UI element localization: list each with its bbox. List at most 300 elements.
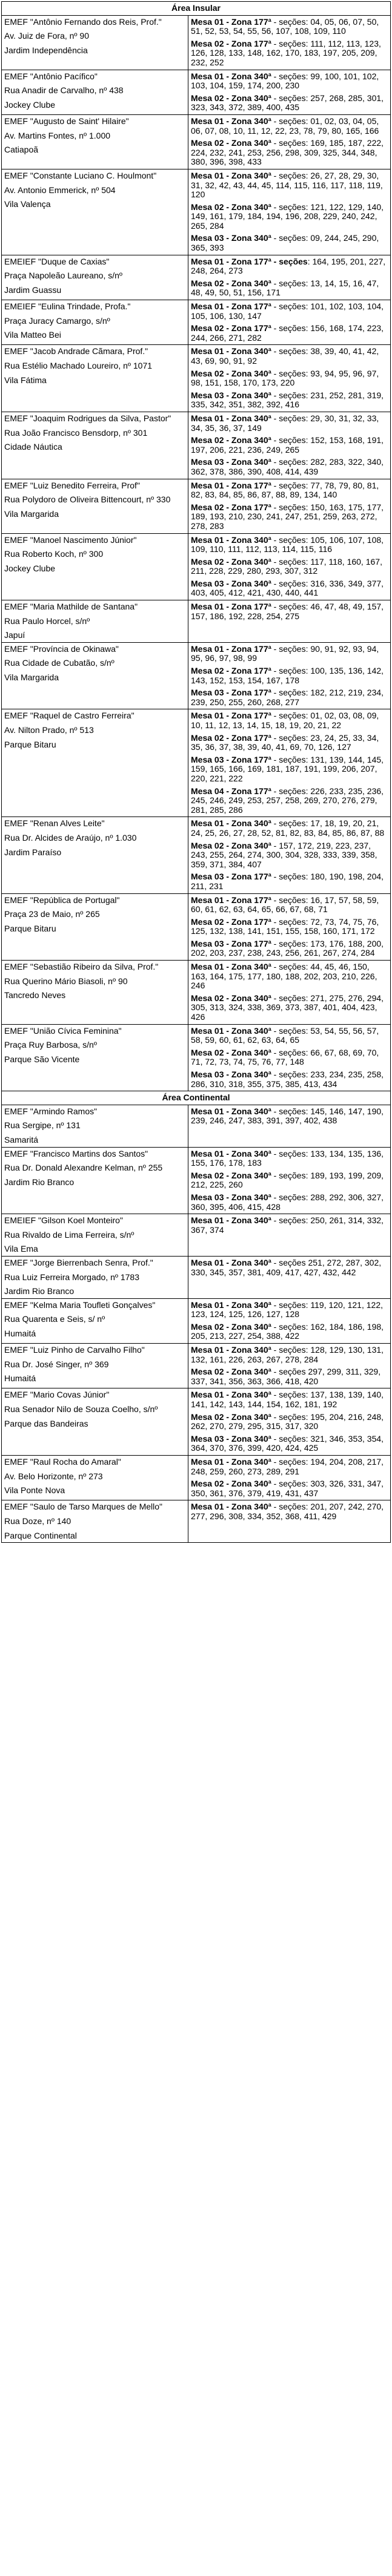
mesa-label: Mesa 02 - Zona 177ª: [191, 502, 271, 512]
school-name: EMEF "Renan Alves Leite": [4, 818, 105, 829]
school-address: Rua Rivaldo de Lima Ferreira, s/nº: [4, 1229, 135, 1240]
mesa-entry: [191, 39, 388, 68]
school-cell: [2, 1105, 188, 1147]
mesas-cell: [188, 169, 391, 255]
mesa-entry: [191, 1171, 388, 1190]
mesa-entry: [191, 1367, 388, 1386]
school-cell: [2, 1388, 188, 1456]
mesa-sections: - seções: 162, 184, 186, 198, 205, 213, 227, 254, 388, 422: [191, 1321, 384, 1341]
mesa-label: Mesa 01 - Zona 340ª: [191, 413, 271, 423]
school-cell: [2, 709, 188, 817]
school-name: EMEIEF "Eulina Trindade, Profa.": [4, 301, 131, 312]
mesa-sections: - seções: 131, 139, 144, 145, 159, 165, 166, 169, 181, 187, 191, 199, 206, 207, 220, 221, 222: [191, 754, 384, 783]
mesa-sections: - seções: 66, 67, 68, 69, 70, 71, 72, 73, 74, 75, 76, 77, 148: [191, 1047, 379, 1067]
mesa-label: Mesa 02 - Zona 340ª: [191, 1047, 271, 1057]
mesa-entry: [191, 536, 388, 554]
school-neighborhood: Cidade Náutica: [4, 442, 62, 452]
mesa-sections: - seções: 150, 163, 175, 177, 189, 193, 210, 230, 241, 247, 251, 259, 263, 272, 278, 283: [191, 502, 384, 531]
schedule-wrapper: [1, 1, 390, 1543]
mesas-cell: [188, 709, 391, 817]
mesa-sections: - seções: 16, 17, 57, 58, 59, 60, 61, 62, 63, 64, 65, 66, 67, 68, 71: [191, 895, 379, 915]
mesa-label: Mesa 02 - Zona 340ª: [191, 1321, 271, 1332]
mesa-entry: [191, 602, 388, 621]
mesa-sections: - seções: 77, 78, 79, 80, 81, 82, 83, 84, 85, 86, 87, 88, 89, 134, 140: [191, 480, 379, 500]
school-address: Av. Juiz de Fora, nº 90: [4, 31, 89, 41]
school-neighborhood: Vila Matteo Bei: [4, 330, 61, 340]
mesa-label: Mesa 01 - Zona 340ª: [191, 346, 271, 356]
school-name: EMEF "Jacob Andrade Cãmara, Prof.": [4, 346, 148, 356]
school-row: [2, 1456, 391, 1500]
mesa-label: Mesa 01 - Zona 340ª: [191, 1215, 271, 1226]
mesa-label: Mesa 02 - Zona 340ª: [191, 435, 271, 445]
mesa-label: Mesa 03 - Zona 177ª: [191, 938, 271, 948]
school-cell: [2, 1456, 188, 1500]
mesa-sections: - seções: 26, 27, 28, 29, 30, 31, 32, 42, 43, 44, 45, 114, 115, 116, 117, 118, 119, 120: [191, 170, 383, 200]
mesa-sections: - seções: 23, 24, 25, 33, 34, 35, 36, 37, 38, 39, 40, 41, 69, 70, 126, 127: [191, 732, 379, 752]
mesa-label: Mesa 02 - Zona 340ª: [191, 1479, 271, 1489]
mesas-cell: [188, 1147, 391, 1214]
mesa-label: Mesa 01 - Zona 177ª: [191, 16, 271, 27]
school-address: Rua Luiz Ferreira Morgado, nº 1783: [4, 1272, 140, 1282]
school-address: Rua João Francisco Bensdorp, nº 301: [4, 427, 148, 438]
mesa-sections: - 157, 172, 219, 223, 237, 243, 255, 264, 274, 300, 304, 328, 333, 339, 358, 359, 371, 384, 407: [191, 840, 377, 869]
mesa-sections: - seções: 17, 18, 19, 20, 21, 24, 25, 26, 27, 28, 52, 81, 82, 83, 84, 85, 86, 87, 88: [191, 818, 385, 838]
school-name: EMEF "Antônio Fernando dos Reis, Prof.": [4, 16, 162, 27]
school-name: EMEF "Armindo Ramos": [4, 1106, 98, 1116]
school-neighborhood: Vila Valença: [4, 199, 51, 209]
school-address: Rua Sergipe, nº 131: [4, 1120, 81, 1131]
mesa-sections: - seções: 99, 100, 101, 102, 103, 104, 159, 174, 200, 230: [191, 71, 379, 91]
mesas-cell: [188, 1214, 391, 1257]
school-row: [2, 1256, 391, 1298]
school-address: Rua Senador Nilo de Souza Coelho, s/nº: [4, 1404, 158, 1414]
school-name: EMEF "Francisco Martins dos Santos": [4, 1148, 148, 1158]
mesa-label: Mesa 02 - Zona 340ª: [191, 840, 271, 850]
school-neighborhood: Jardim Guassu: [4, 284, 62, 295]
mesas-cell: [188, 533, 391, 600]
school-name: EMEF "União Cívica Feminina": [4, 1025, 122, 1036]
school-row: [2, 893, 391, 961]
school-row: [2, 114, 391, 169]
mesa-label: Mesa 01 - Zona 340ª: [191, 1502, 271, 1512]
school-cell: [2, 169, 188, 255]
section-title: Área Continental: [2, 1091, 391, 1105]
mesa-sections: - seções: 257, 268, 285, 301, 323, 343, 372, 389, 400, 435: [191, 93, 384, 113]
school-row: [2, 15, 391, 70]
mesa-entry: [191, 203, 388, 231]
mesa-sections: - seções: 226, 233, 235, 236, 245, 246, 249, 253, 257, 258, 269, 270, 276, 279, 281, 285, 286: [191, 786, 384, 815]
mesa-entry: [191, 139, 388, 167]
mesa-sections: - seções: 101, 102, 103, 104, 105, 106, 130, 147: [191, 301, 384, 321]
mesa-sections: - seções: 231, 252, 281, 319, 335, 342, 351, 382, 392, 416: [191, 390, 384, 410]
school-row: [2, 1214, 391, 1257]
school-neighborhood: Jardim Paraíso: [4, 847, 62, 857]
school-cell: [2, 412, 188, 479]
mesa-label: Mesa 01 - Zona 340ª: [191, 962, 271, 972]
mesa-label: Mesa 01 - Zona 177ª: [191, 895, 271, 905]
school-name: EMEF "Kelma Maria Toufleti Gonçalves": [4, 1300, 156, 1310]
mesa-entry: [191, 279, 388, 298]
school-name: EMEF "Sebastião Ribeiro da Silva, Prof.": [4, 962, 159, 972]
mesa-entry: [191, 117, 388, 136]
mesa-sections: - seções: 145, 146, 147, 190, 239, 246, 247, 383, 391, 397, 402, 438: [191, 1106, 384, 1126]
school-neighborhood: Jockey Clube: [4, 563, 56, 573]
mesa-entry: [191, 896, 388, 915]
school-cell: [2, 533, 188, 600]
school-address: Rua Roberto Koch, nº 300: [4, 549, 104, 559]
mesa-entry: [191, 1258, 388, 1277]
mesa-entry: [191, 1107, 388, 1126]
mesa-sections: - seções: 152, 153, 168, 191, 197, 206, 221, 236, 249, 265: [191, 435, 384, 455]
school-neighborhood: Vila Ema: [4, 1244, 38, 1254]
mesa-label: Mesa 02 - Zona 340ª: [191, 1411, 271, 1422]
mesa-entry: [191, 994, 388, 1022]
mesa-entry: [191, 841, 388, 870]
school-neighborhood: Humaitá: [4, 1373, 36, 1384]
school-neighborhood: Parque São Vicente: [4, 1054, 80, 1064]
mesa-label: Mesa 04 - Zona 177ª: [191, 786, 271, 796]
mesa-label: Mesa 01 - Zona 340ª: [191, 1106, 271, 1116]
mesa-label: Mesa 01 - Zona 340ª: [191, 534, 271, 545]
school-address: Rua Dr. José Singer, nº 369: [4, 1359, 109, 1369]
mesas-cell: [188, 1344, 391, 1388]
mesa-entry: [191, 72, 388, 91]
mesa-entry: [191, 1479, 388, 1498]
school-address: Praça 23 de Maio, nº 265: [4, 909, 100, 919]
mesa-label: Mesa 03 - Zona 340ª: [191, 1070, 271, 1079]
school-name: EMEF "Manoel Nascimento Júnior": [4, 534, 137, 545]
school-neighborhood: Vila Fátima: [4, 375, 47, 385]
mesa-label: Mesa 01 - Zona 177ª - seções: [191, 256, 308, 266]
mesa-entry: [191, 755, 388, 784]
mesa-sections: - seções 251, 272, 287, 302, 330, 345, 357, 381, 409, 417, 427, 432, 442: [191, 1257, 382, 1277]
mesa-sections: - seções: 93, 94, 95, 96, 97, 98, 151, 158, 170, 173, 220: [191, 368, 379, 388]
mesa-entry: [191, 1434, 388, 1453]
school-row: [2, 1344, 391, 1388]
mesa-label: Mesa 02 - Zona 340ª: [191, 202, 271, 212]
mesa-label: Mesa 01 - Zona 177ª: [191, 480, 271, 490]
mesa-entry: [191, 688, 388, 707]
mesa-label: Mesa 02 - Zona 340ª: [191, 556, 271, 567]
school-neighborhood: Parque Bitaru: [4, 739, 56, 749]
mesa-label: Mesa 02 - Zona 340ª: [191, 368, 271, 378]
mesa-label: Mesa 03 - Zona 177ª: [191, 754, 271, 764]
mesas-cell: [188, 255, 391, 300]
mesa-sections: - seções: 271, 275, 276, 294, 305, 313, 324, 338, 369, 373, 387, 401, 404, 423, 426: [191, 993, 384, 1022]
school-row: [2, 412, 391, 479]
mesa-sections: - seções: 250, 261, 314, 332, 367, 374: [191, 1215, 384, 1235]
mesa-label: Mesa 03 - Zona 340ª: [191, 457, 271, 467]
mesa-label: Mesa 01 - Zona 340ª: [191, 1345, 271, 1355]
mesa-entry: [191, 257, 388, 276]
mesa-sections: - seções: 233, 234, 235, 258, 286, 310, 318, 355, 375, 385, 413, 434: [191, 1070, 384, 1089]
school-address: Rua Quarenta e Seis, s/ nº: [4, 1314, 105, 1324]
mesa-entry: [191, 557, 388, 576]
mesa-sections: - seções: 29, 30, 31, 32, 33, 34, 35, 36, 37, 149: [191, 413, 379, 433]
mesa-label: Mesa 01 - Zona 340ª: [191, 1257, 271, 1267]
mesa-entry: [191, 962, 388, 991]
mesas-cell: [188, 15, 391, 70]
school-neighborhood: Parque Bitaru: [4, 923, 56, 933]
school-row: [2, 300, 391, 345]
mesa-sections: - seções: 09, 244, 245, 290, 365, 393: [191, 233, 379, 253]
mesa-label: Mesa 03 - Zona 340ª: [191, 233, 271, 243]
school-cell: [2, 1024, 188, 1091]
school-cell: [2, 961, 188, 1025]
school-cell: [2, 1214, 188, 1257]
mesa-sections: - seções: 105, 106, 107, 108, 109, 110, 111, 112, 113, 114, 115, 116: [191, 534, 384, 554]
mesa-label: Mesa 02 - Zona 177ª: [191, 38, 271, 48]
mesa-sections: : 164, 195, 201, 227, 248, 264, 273: [191, 256, 386, 276]
school-name: EMEF "Província de Okinawa": [4, 643, 119, 654]
school-name: EMEF "Raul Rocha do Amaral": [4, 1457, 121, 1467]
mesa-label: Mesa 02 - Zona 177ª: [191, 732, 271, 743]
mesas-cell: [188, 70, 391, 114]
school-row: [2, 345, 391, 412]
school-neighborhood: Jardim Rio Branco: [4, 1177, 75, 1187]
mesa-sections: - seções: 38, 39, 40, 41, 42, 43, 69, 90, 91, 92: [191, 346, 379, 366]
mesas-cell: [188, 479, 391, 533]
mesa-label: Mesa 02 - Zona 340ª: [191, 93, 271, 103]
mesa-entry: [191, 645, 388, 663]
mesa-entry: [191, 369, 388, 388]
mesas-cell: [188, 1500, 391, 1543]
mesa-entry: [191, 819, 388, 838]
school-address: Praça Napoleão Laureano, s/nº: [4, 271, 123, 281]
school-cell: [2, 600, 188, 643]
mesas-cell: [188, 114, 391, 169]
school-neighborhood: Vila Margarida: [4, 508, 59, 519]
mesa-entry: [191, 1413, 388, 1431]
mesa-label: Mesa 02 - Zona 340ª: [191, 278, 271, 288]
mesa-label: Mesa 01 - Zona 177ª: [191, 711, 271, 721]
school-row: [2, 169, 391, 255]
mesa-sections: - seções: 303, 326, 331, 347, 350, 361, 376, 379, 419, 431, 437: [191, 1479, 384, 1498]
mesa-entry: [191, 1346, 388, 1364]
school-cell: [2, 70, 188, 114]
mesa-entry: [191, 458, 388, 476]
mesa-entry: [191, 734, 388, 752]
mesa-entry: [191, 1048, 388, 1067]
mesa-entry: [191, 324, 388, 343]
mesa-sections: - seções: 321, 346, 353, 354, 364, 370, 376, 399, 420, 424, 425: [191, 1433, 384, 1453]
mesa-label: Mesa 01 - Zona 340ª: [191, 170, 271, 180]
mesas-cell: [188, 1456, 391, 1500]
mesa-label: Mesa 02 - Zona 177ª: [191, 916, 271, 927]
mesa-entry: [191, 1502, 388, 1521]
mesa-sections: - seções: 111, 112, 113, 123, 126, 128, 133, 148, 162, 170, 183, 197, 205, 209, 232, 252: [191, 38, 381, 67]
mesa-sections: - seções: 194, 204, 208, 217, 248, 259, 260, 273, 289, 291: [191, 1457, 384, 1476]
school-cell: [2, 300, 188, 345]
mesa-sections: - seções: 316, 336, 349, 377, 403, 405, 412, 421, 430, 440, 441: [191, 578, 384, 598]
mesa-label: Mesa 01 - Zona 177ª: [191, 643, 271, 654]
mesa-label: Mesa 03 - Zona 340ª: [191, 390, 271, 400]
school-neighborhood: Jockey Clube: [4, 99, 56, 110]
mesa-label: Mesa 03 - Zona 340ª: [191, 1192, 271, 1202]
mesa-entry: [191, 1216, 388, 1235]
mesas-cell: [188, 412, 391, 479]
mesa-entry: [191, 234, 388, 252]
mesa-entry: [191, 918, 388, 936]
mesa-sections: - seções: 01, 02, 03, 04, 05, 06, 07, 08, 10, 11, 12, 22, 23, 78, 79, 80, 165, 166: [191, 116, 379, 136]
school-address: Rua Querino Mário Biasoli, nº 90: [4, 976, 128, 986]
school-row: [2, 255, 391, 300]
mesa-entry: [191, 1149, 388, 1168]
school-address: Av. Martins Fontes, nº 1.000: [4, 130, 111, 140]
school-neighborhood: Humaitá: [4, 1328, 36, 1338]
school-neighborhood: Japuí: [4, 630, 25, 640]
mesa-entry: [191, 939, 388, 958]
mesa-entry: [191, 711, 388, 730]
mesa-entry: [191, 1390, 388, 1409]
mesa-entry: [191, 579, 388, 598]
school-name: EMEIEF "Gilson Koel Monteiro": [4, 1215, 123, 1226]
school-neighborhood: Parque das Bandeiras: [4, 1418, 88, 1428]
mesa-label: Mesa 02 - Zona 340ª: [191, 138, 271, 148]
mesa-label: Mesa 03 - Zona 177ª: [191, 872, 271, 882]
mesas-cell: [188, 893, 391, 961]
school-cell: [2, 1256, 188, 1298]
school-neighborhood: Tancredo Neves: [4, 990, 66, 1000]
school-address: Rua Cidade de Cubatão, s/nº: [4, 658, 115, 668]
school-row: [2, 479, 391, 533]
mesa-entry: [191, 1193, 388, 1212]
mesas-cell: [188, 817, 391, 893]
school-name: EMEF "Saulo de Tarso Marques de Mello": [4, 1502, 163, 1512]
mesas-cell: [188, 1256, 391, 1298]
school-row: [2, 1147, 391, 1214]
mesa-sections: - seções: 44, 45, 46, 150, 163, 164, 175, 177, 180, 188, 202, 203, 210, 226, 246: [191, 962, 377, 991]
mesas-cell: [188, 1298, 391, 1343]
mesa-entry: [191, 1457, 388, 1476]
mesa-sections: - seções: 128, 129, 130, 131, 132, 161, 226, 263, 267, 278, 284: [191, 1345, 384, 1364]
mesa-sections: - seções: 46, 47, 48, 49, 157, 157, 186, 192, 228, 254, 275: [191, 602, 384, 621]
mesa-sections: - seções: 01, 02, 03, 08, 09, 10, 11, 12, 13, 14, 15, 18, 19, 20, 21, 22: [191, 711, 379, 730]
mesas-cell: [188, 1388, 391, 1456]
school-row: [2, 1500, 391, 1543]
mesa-label: Mesa 03 - Zona 340ª: [191, 1433, 271, 1444]
section-header-row: [2, 2, 391, 16]
mesa-entry: [191, 302, 388, 321]
school-address: Rua Dr. Donald Alexandre Kelman, nº 255: [4, 1163, 163, 1173]
mesas-cell: [188, 345, 391, 412]
mesa-sections: - seções: 201, 207, 242, 270, 277, 296, 308, 334, 352, 368, 411, 429: [191, 1502, 384, 1521]
section-title: Área Insular: [2, 2, 391, 16]
mesa-label: Mesa 01 - Zona 340ª: [191, 1148, 271, 1158]
school-row: [2, 1298, 391, 1343]
mesa-label: Mesa 01 - Zona 340ª: [191, 71, 271, 81]
school-cell: [2, 893, 188, 961]
school-cell: [2, 479, 188, 533]
school-row: [2, 961, 391, 1025]
mesa-label: Mesa 02 - Zona 177ª: [191, 323, 271, 334]
mesa-label: Mesa 01 - Zona 340ª: [191, 1300, 271, 1310]
mesa-sections: - seções: 180, 190, 198, 204, 211, 231: [191, 872, 384, 891]
mesa-sections: - seções: 156, 168, 174, 223, 244, 266, 271, 282: [191, 323, 384, 343]
school-cell: [2, 15, 188, 70]
mesa-label: Mesa 02 - Zona 177ª: [191, 666, 271, 676]
mesa-label: Mesa 01 - Zona 340ª: [191, 1025, 271, 1036]
mesa-entry: [191, 503, 388, 531]
school-name: EMEF "Luiz Pinho de Carvalho Filho": [4, 1345, 145, 1355]
mesa-entry: [191, 94, 388, 113]
school-cell: [2, 1500, 188, 1543]
school-neighborhood: Vila Margarida: [4, 672, 59, 683]
mesa-entry: [191, 414, 388, 433]
mesa-sections: - seções: 53, 54, 55, 56, 57, 58, 59, 60, 61, 62, 63, 64, 65: [191, 1025, 379, 1045]
mesas-cell: [188, 600, 391, 643]
school-row: [2, 600, 391, 643]
mesa-sections: - seções: 288, 292, 306, 327, 360, 395, 406, 415, 428: [191, 1192, 384, 1212]
mesa-sections: - seções: 137, 138, 139, 140, 141, 142, 143, 144, 154, 162, 181, 192: [191, 1390, 384, 1410]
mesa-label: Mesa 01 - Zona 340ª: [191, 1457, 271, 1467]
mesa-entry: [191, 171, 388, 200]
mesa-sections: - seções: 90, 91, 92, 93, 94, 95, 96, 97, 98, 99: [191, 643, 379, 663]
mesa-entry: [191, 666, 388, 685]
mesas-cell: [188, 961, 391, 1025]
school-cell: [2, 1147, 188, 1214]
mesa-label: Mesa 01 - Zona 177ª: [191, 602, 271, 612]
mesa-entry: [191, 18, 388, 36]
school-neighborhood: Jardim Rio Branco: [4, 1286, 75, 1296]
mesa-sections: - seções 297, 299, 311, 329, 337, 341, 356, 363, 366, 418, 420: [191, 1367, 381, 1386]
school-cell: [2, 642, 188, 709]
mesa-entry: [191, 391, 388, 410]
section-header-row: [2, 1091, 391, 1105]
school-name: EMEIEF "Duque de Caxias": [4, 256, 110, 266]
school-address: Rua Dr. Alcides de Araújo, nº 1.030: [4, 832, 137, 843]
mesas-cell: [188, 1105, 391, 1147]
school-name: EMEF "República de Portugal": [4, 895, 120, 905]
school-row: [2, 533, 391, 600]
school-cell: [2, 114, 188, 169]
voting-locations-table: [1, 1, 391, 1543]
school-neighborhood: Catiapoã: [4, 145, 39, 155]
mesa-label: Mesa 01 - Zona 340ª: [191, 1390, 271, 1400]
school-name: EMEF "Raquel de Castro Ferreira": [4, 711, 135, 721]
school-name: EMEF "Luiz Benedito Ferreira, Prof": [4, 480, 140, 490]
mesas-cell: [188, 642, 391, 709]
mesa-entry: [191, 1027, 388, 1045]
school-address: Av. Antonio Emmerick, nº 504: [4, 185, 116, 195]
mesa-sections: - seções: 169, 185, 187, 222, 224, 232, 241, 253, 256, 298, 309, 325, 344, 348, 380, 396, 398, 433: [191, 138, 384, 167]
mesa-sections: - seções: 100, 135, 136, 142, 143, 152, 153, 154, 167, 178: [191, 666, 384, 685]
mesa-entry: [191, 436, 388, 455]
mesa-sections: - seções: 189, 193, 199, 209, 212, 225, 260: [191, 1170, 384, 1190]
school-address: Av. Nilton Prado, nº 513: [4, 725, 94, 735]
mesa-label: Mesa 02 - Zona 340ª: [191, 1170, 271, 1180]
school-address: Av. Belo Horizonte, nº 273: [4, 1471, 103, 1481]
mesa-label: Mesa 02 - Zona 340ª: [191, 993, 271, 1003]
mesa-entry: [191, 1301, 388, 1319]
school-neighborhood: Samaritá: [4, 1134, 39, 1145]
mesas-cell: [188, 1024, 391, 1091]
school-address: Rua Paulo Horcel, s/nº: [4, 616, 90, 626]
school-row: [2, 70, 391, 114]
mesa-sections: - seções: 117, 118, 160, 167, 211, 228, 229, 280, 293, 307, 312: [191, 556, 382, 576]
school-row: [2, 817, 391, 893]
mesa-sections: - seções: 72, 73, 74, 75, 76, 125, 132, 138, 141, 151, 155, 158, 160, 171, 172: [191, 916, 379, 936]
mesa-entry: [191, 1322, 388, 1341]
school-name: EMEF "Jorge Bierrenbach Senra, Prof.": [4, 1257, 153, 1267]
school-address: Praça Juracy Camargo, s/nº: [4, 315, 110, 326]
school-cell: [2, 1298, 188, 1343]
school-neighborhood: Parque Continental: [4, 1530, 77, 1540]
school-name: EMEF "Antônio Pacífico": [4, 71, 98, 81]
mesa-entry: [191, 347, 388, 366]
school-neighborhood: Vila Ponte Nova: [4, 1485, 65, 1496]
school-row: [2, 642, 391, 709]
